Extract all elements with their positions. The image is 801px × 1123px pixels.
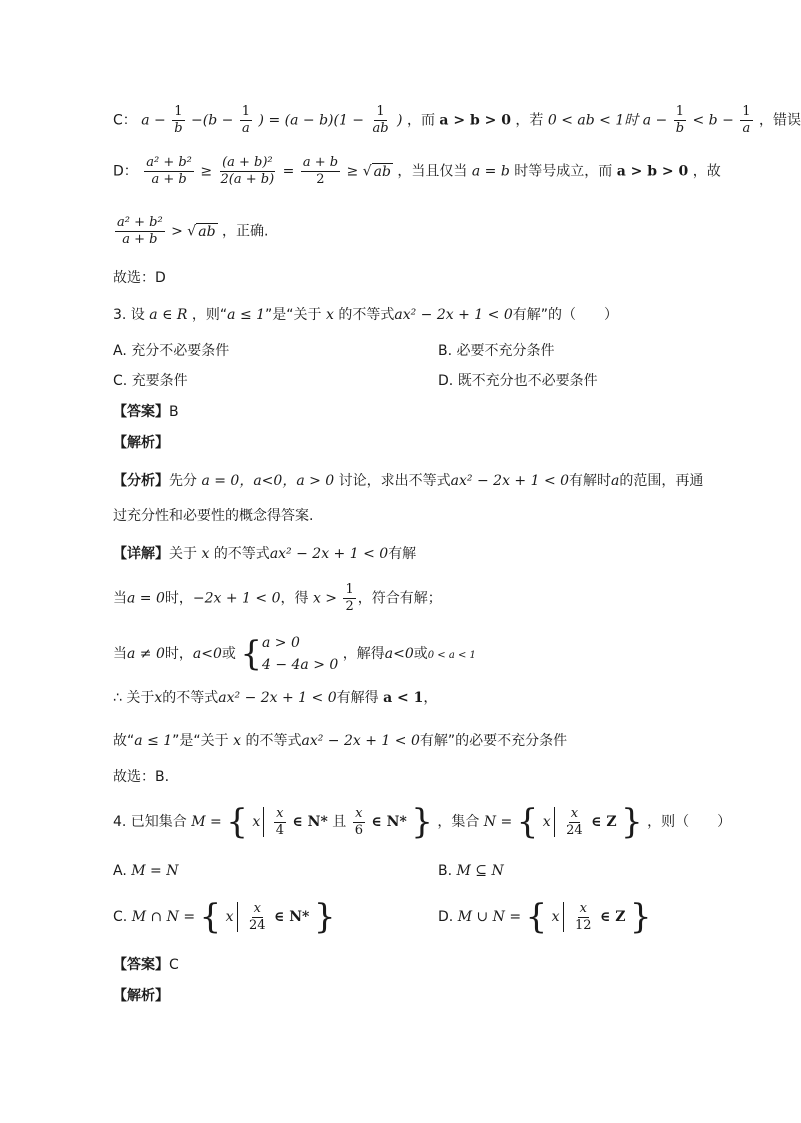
q3-detail	[113, 544, 416, 564]
q3-stem-text: 有解”的（ ）	[512, 307, 618, 323]
q4-stem-text: 且	[332, 814, 347, 830]
therefore-text: 的不等式	[162, 690, 219, 706]
option-letter: A.	[113, 863, 127, 879]
q3-math: x	[326, 307, 334, 323]
q4-stem-text: ，集合	[437, 814, 480, 830]
concl-math: x	[233, 733, 242, 749]
therefore-text: ∴ 关于	[113, 690, 155, 706]
option-math: ∈ Z	[600, 909, 626, 925]
c-expr-close: )	[397, 112, 403, 129]
option-letter: B.	[438, 343, 453, 359]
q2-final-answer: 故选：D	[113, 270, 166, 286]
c-conclusion: ，错误	[759, 112, 801, 129]
q3-option-c[interactable]	[113, 371, 188, 391]
gt-symbol: >	[171, 223, 183, 240]
c-rhs-lt: < b −	[692, 112, 734, 129]
fraction: $\frac{\text{a² + b²}}{a + b}$	[117, 215, 163, 247]
q3-stem-text: ”是“关于	[265, 307, 322, 323]
left-brace-icon: {	[226, 802, 248, 842]
option-d-analysis	[113, 155, 721, 188]
case-text: 当	[113, 646, 127, 662]
concl-text: 有解”的必要不充分条件	[419, 733, 568, 749]
inequality-system	[240, 632, 338, 676]
fraction: $\frac{1}{b}$	[675, 104, 685, 136]
therefore-math: x	[154, 690, 163, 706]
ge-symbol: ≥	[346, 163, 359, 180]
c-cond: ，若	[515, 112, 544, 129]
option-c-analysis	[113, 104, 801, 137]
fraction: $\frac{1}{a}$	[742, 104, 751, 136]
case-math: a<0	[192, 646, 222, 662]
case-text: ，得	[280, 590, 309, 607]
answer-tag: 【答案】	[113, 957, 169, 973]
analysis-tag: 【解析】	[113, 988, 169, 1004]
left-brace-icon: {	[525, 897, 548, 937]
case-math: 0 < a < 1	[427, 650, 476, 661]
q4-math: ∈ N*	[371, 814, 407, 830]
set-bar-icon	[563, 902, 564, 932]
q3-math: a ≤ 1	[227, 307, 266, 323]
q4-math: N =	[483, 814, 513, 830]
q3-stem-text: 的不等式	[338, 307, 395, 323]
d-text: ，当且仅当	[397, 163, 468, 180]
option-text: 既不充分也不必要条件	[457, 373, 598, 389]
fraction: $\frac{1}{2}$	[345, 582, 354, 614]
detail-text: 的不等式	[213, 546, 270, 562]
fenxi-math: ax² − 2x + 1 < 0	[450, 473, 570, 489]
fenxi-tag: 【分析】	[113, 473, 169, 489]
option-text: 充要条件	[131, 373, 188, 389]
fenxi-text: 先分	[169, 473, 197, 489]
case-text: 当	[113, 590, 127, 607]
c-expr-minus-b: −(b −	[191, 112, 234, 129]
fenxi-text: 讨论，求出不等式	[338, 473, 451, 489]
c-expr-eq: ) = (a − b)(1 −	[258, 112, 365, 129]
q3-math: ax² − 2x + 1 < 0	[394, 307, 513, 323]
ge-symbol: ≥	[200, 163, 213, 180]
q4-stem	[113, 802, 732, 842]
right-brace-icon: }	[411, 802, 433, 842]
q3-analysis-tag	[113, 433, 169, 453]
concl-text: 故“	[113, 733, 135, 749]
c-expr-a: a −	[141, 112, 166, 129]
q3-answer	[113, 402, 179, 422]
q3-therefore	[113, 688, 437, 708]
sqrt-radicand: ab	[198, 223, 216, 240]
eq-symbol: =	[282, 163, 295, 180]
case-math: a = 0	[127, 590, 165, 607]
fraction: $\frac{1}{ab}$	[372, 104, 389, 136]
therefore-math: ax² − 2x + 1 < 0	[218, 690, 337, 706]
sqrt-icon: √	[362, 163, 372, 180]
detail-text: 关于	[169, 546, 197, 562]
q3-stem-text: 3. 设	[113, 307, 145, 323]
d-text: ，故	[692, 163, 721, 180]
option-letter: C.	[113, 909, 128, 925]
concl-text: 的不等式	[245, 733, 302, 749]
option-letter: D.	[438, 909, 454, 925]
q4-stem-text: ，则（ ）	[647, 814, 732, 830]
q4-option-d[interactable]	[438, 897, 652, 937]
q4-answer	[113, 955, 179, 975]
therefore-math: a < 1	[383, 690, 424, 706]
q3-stem-text: ，则“	[191, 307, 228, 323]
option-math: x	[551, 909, 560, 925]
q3-option-d[interactable]	[438, 371, 598, 391]
detail-math: ax² − 2x + 1 < 0	[269, 546, 389, 562]
q4-math: M =	[191, 814, 222, 830]
d-equal-cond: a = b	[471, 163, 510, 180]
detail-tag: 【详解】	[113, 546, 169, 562]
q3-fenxi	[113, 471, 703, 491]
q3-option-a[interactable]	[113, 341, 229, 361]
case-text: 时，	[164, 590, 193, 607]
left-brace-icon: {	[199, 897, 222, 937]
detail-text: 有解	[388, 546, 417, 562]
fraction: $\frac{x}{24}$	[249, 900, 266, 933]
left-brace-icon: {	[516, 802, 539, 842]
right-brace-icon: }	[621, 802, 643, 842]
c-ineq: a > b > 0	[439, 112, 511, 129]
option-text: 必要不充分条件	[456, 343, 555, 359]
c-rhs-a: a −	[642, 112, 668, 129]
left-brace-icon: {	[240, 634, 262, 674]
option-letter: A.	[113, 343, 127, 359]
fenxi-math: a	[611, 473, 620, 489]
q4-math: x	[542, 814, 551, 830]
sqrt-radicand: ab	[373, 163, 391, 180]
detail-math: x	[201, 546, 210, 562]
q4-analysis-tag	[113, 986, 169, 1006]
case-text: 或	[221, 646, 236, 662]
q4-option-a[interactable]	[113, 861, 178, 881]
case-math: −2x + 1 < 0	[192, 590, 281, 607]
case-text: 时，	[164, 646, 193, 662]
fraction: $\frac{\text{a² + b²}}{a + b}$	[146, 155, 192, 187]
fraction: $\frac{1}{a}$	[241, 104, 251, 136]
fraction: $\frac{a + b}{2}$	[302, 155, 339, 187]
case-math: a<0	[384, 646, 414, 662]
concl-math: ax² − 2x + 1 < 0	[301, 733, 420, 749]
d-label: D：	[113, 163, 138, 180]
q4-option-b[interactable]	[438, 861, 504, 881]
q4-stem-text: 4. 已知集合	[113, 814, 187, 830]
c-label: C：	[113, 112, 137, 129]
q3-final-answer: 故选：B.	[113, 769, 170, 785]
option-letter: D.	[438, 373, 454, 389]
fenxi-text: 的范围，再通	[619, 473, 704, 489]
fenxi-math: a = 0，a<0，a > 0	[201, 473, 335, 489]
option-text: M ⊆ N	[456, 863, 504, 879]
option-math: M ∩ N =	[131, 909, 196, 925]
q4-math: ∈ Z	[591, 814, 617, 830]
set-bar-icon	[554, 807, 555, 837]
fraction: $\frac{x}{24}$	[566, 805, 583, 838]
q3-case1	[113, 582, 442, 615]
q3-conclusion	[113, 731, 567, 751]
answer-value: C	[169, 957, 179, 973]
d-ineq: a > b > 0	[616, 163, 689, 180]
fraction: $\frac{x}{12}$	[575, 900, 592, 933]
option-math: ∈ N*	[274, 909, 310, 925]
sqrt-icon: √	[187, 223, 197, 240]
fraction: $\frac{1}{b}$	[174, 104, 183, 136]
fraction: $\frac{\text{(a + b)²}}{2(a + b)}$	[220, 155, 275, 187]
option-math: M ∪ N =	[457, 909, 522, 925]
c-cond-range: 0 < ab < 1时	[547, 112, 639, 129]
set-bar-icon	[237, 902, 238, 932]
q3-case2	[113, 632, 476, 676]
right-brace-icon: }	[313, 897, 336, 937]
system-row: 4 − 4a > 0	[261, 657, 339, 673]
set-bar-icon	[263, 807, 264, 837]
q3-option-b[interactable]	[438, 341, 555, 361]
c-comment: ，而	[406, 112, 435, 129]
option-text: 充分不必要条件	[131, 343, 230, 359]
case-text: ，解得	[342, 646, 385, 662]
analysis-tag: 【解析】	[113, 435, 169, 451]
therefore-text: 有解得	[336, 690, 379, 706]
q3-stem	[113, 305, 618, 325]
q4-math: ∈ N*	[292, 814, 328, 830]
system-row: a > 0	[261, 635, 300, 651]
option-math: x	[225, 909, 234, 925]
d-correct-text: ，正确.	[221, 223, 269, 240]
q3-fenxi-cont: 过充分性和必要性的概念得答案.	[113, 508, 314, 524]
fenxi-text: 有解时	[569, 473, 612, 489]
q3-math: a ∈ R	[149, 307, 188, 323]
fraction: $\frac{x}{6}$	[354, 805, 363, 838]
case-math: x >	[312, 590, 338, 607]
concl-text: ”是“关于	[172, 733, 229, 749]
therefore-text: ，	[423, 690, 438, 706]
case-math: a ≠ 0	[127, 646, 165, 662]
answer-tag: 【答案】	[113, 404, 169, 420]
q4-math: x	[252, 814, 261, 830]
option-letter: B.	[438, 863, 453, 879]
q4-option-c[interactable]	[113, 897, 336, 937]
case-text: 或	[413, 646, 428, 662]
fraction: $\frac{x}{4}$	[275, 805, 284, 838]
option-letter: C.	[113, 373, 128, 389]
right-brace-icon: }	[629, 897, 652, 937]
option-text: M = N	[131, 863, 179, 879]
concl-math: a ≤ 1	[134, 733, 173, 749]
option-d-analysis-cont	[113, 215, 268, 248]
answer-value: B	[169, 404, 179, 420]
d-text: 时等号成立，而	[514, 163, 613, 180]
case-text: ，符合有解；	[357, 590, 442, 607]
